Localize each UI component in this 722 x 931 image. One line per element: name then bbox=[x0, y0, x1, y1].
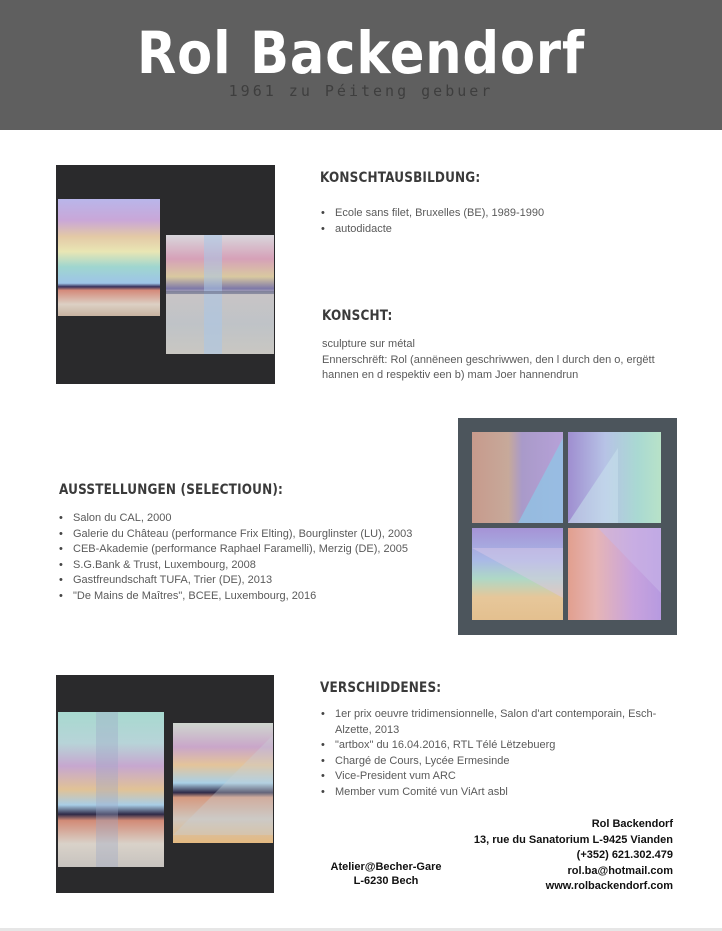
konscht-line-1: sculpture sur métal bbox=[322, 338, 415, 350]
contact-website: www.rolbackendorf.com bbox=[545, 880, 673, 893]
list-item: • Gastfreundschaft TUFA, Trier (DE), 2013 bbox=[59, 573, 459, 589]
list-item: • autodidacte bbox=[321, 222, 681, 238]
contact-address: 13, rue du Sanatorium L-9425 Vianden bbox=[473, 833, 673, 846]
atelier-address bbox=[321, 860, 451, 888]
list-item: • Vice-President vum ARC bbox=[321, 769, 681, 785]
list-item: • S.G.Bank & Trust, Luxembourg, 2008 bbox=[59, 558, 459, 574]
page-subtitle: 1961 zu Péiteng gebuer bbox=[228, 82, 494, 100]
list-item: • Galerie du Château (performance Frix Elting), Bourglinster (LU), 2003 bbox=[59, 527, 459, 543]
list-item: • Chargé de Cours, Lycée Ermesinde bbox=[321, 754, 681, 770]
konscht-heading: KONSCHT: bbox=[322, 308, 393, 324]
list-item-text-continued: Alzette, 2013 bbox=[335, 723, 400, 736]
page-title: Rol Backendorf bbox=[136, 19, 586, 87]
contact-email: rol.ba@hotmail.com bbox=[567, 864, 673, 877]
konschtausbildung-list bbox=[321, 206, 681, 237]
ausstellungen-list bbox=[59, 511, 459, 604]
artwork-image-1 bbox=[56, 165, 275, 384]
ausstellungen-heading: AUSSTELLUNGEN (SELECTIOUN): bbox=[59, 482, 283, 498]
konscht-line-3: hannen en d respektiv een b) mam Joer hannendrun bbox=[322, 369, 579, 381]
list-item: • Salon du CAL, 2000 bbox=[59, 511, 459, 527]
konscht-text bbox=[322, 337, 682, 384]
konscht-line-2: Ennerschrëft: Rol (annëneen geschriwwen, den l durch den o, ergëtt bbox=[322, 353, 655, 366]
page-header bbox=[0, 0, 722, 130]
list-item bbox=[321, 707, 681, 738]
list-item: • CEB-Akademie (performance Raphael Faramelli), Merzig (DE), 2005 bbox=[59, 542, 459, 558]
list-item: • "De Mains de Maîtres", BCEE, Luxembourg, 2016 bbox=[59, 589, 459, 605]
artwork-image-2 bbox=[458, 418, 677, 635]
atelier-line-1: Atelier@Becher-Gare bbox=[330, 861, 442, 873]
list-item: • "artbox" du 16.04.2016, RTL Télé Lëtzebuerg bbox=[321, 738, 681, 754]
contact-block bbox=[474, 817, 673, 895]
list-item: • Member vum Comité vun ViArt asbl bbox=[321, 785, 681, 801]
contact-phone: (+352) 621.302.479 bbox=[576, 849, 673, 862]
list-item: • Ecole sans filet, Bruxelles (BE), 1989-1990 bbox=[321, 206, 681, 222]
konschtausbildung-heading: KONSCHTAUSBILDUNG: bbox=[320, 170, 481, 186]
atelier-line-2: L-6230 Bech bbox=[353, 875, 419, 887]
list-item-text: 1er prix oeuvre tridimensionnelle, Salon d'art contemporain, Esch- bbox=[335, 708, 657, 720]
verschiddenes-heading: VERSCHIDDENES: bbox=[320, 680, 442, 696]
artwork-image-3 bbox=[56, 675, 274, 893]
contact-name: Rol Backendorf bbox=[591, 818, 673, 830]
verschiddenes-list bbox=[321, 707, 681, 800]
